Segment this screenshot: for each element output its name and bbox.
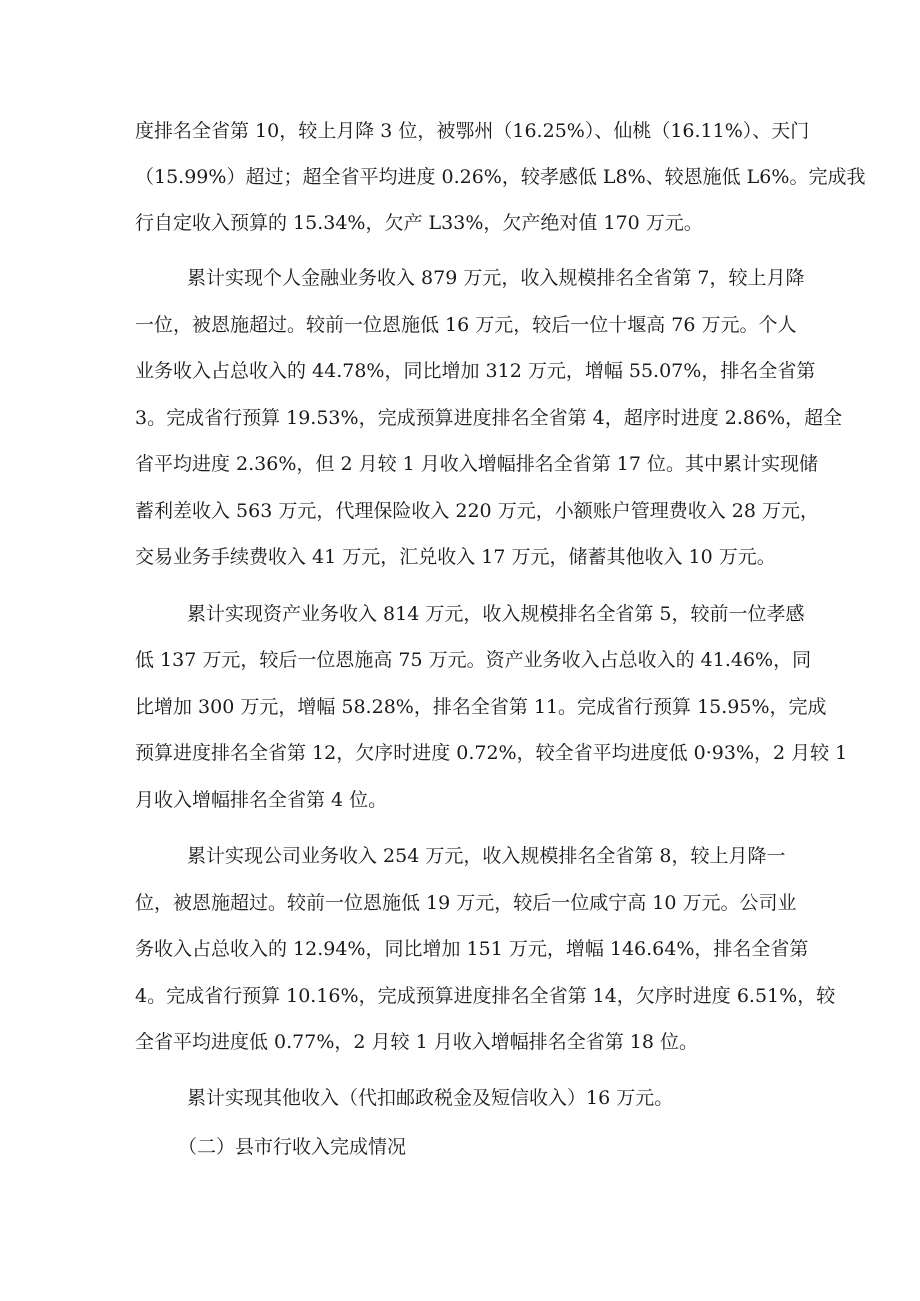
paragraph-2-line-7: 交易业务手续费收入 41 万元，汇兑收入 17 万元，储蓄其他收入 10 万元。 <box>135 546 776 568</box>
paragraph-2-line-5: 省平均进度 2.36%，但 2 月较 1 月收入增幅排名全省第 17 位。其中累计实现储 <box>135 453 818 475</box>
paragraph-3-line-5: 月收入增幅排名全省第 4 位。 <box>135 789 388 811</box>
paragraph-3-line-3: 比增加 300 万元，增幅 58.28%，排名全省第 11。完成省行预算 15.95%，完成 <box>135 696 827 718</box>
paragraph-4-line-2: 位，被恩施超过。较前一位恩施低 19 万元，较后一位咸宁高 10 万元。公司业 <box>135 892 797 914</box>
paragraph-1-line-3: 行自定收入预算的 15.34%，欠产 L33%，欠产绝对值 170 万元。 <box>135 212 703 234</box>
paragraph-4-line-3: 务收入占总收入的 12.94%，同比增加 151 万元，增幅 146.64%，排名全省第 <box>135 938 809 960</box>
paragraph-2-line-4: 3。完成省行预算 19.53%，完成预算进度排名全省第 4，超序时进度 2.86%，超全 <box>135 407 843 429</box>
paragraph-2-line-1: 累计实现个人金融业务收入 879 万元，收入规模排名全省第 7，较上月降 <box>187 267 805 289</box>
paragraph-3-line-4: 预算进度排名全省第 12，欠序时进度 0.72%，较全省平均进度低 0·93%，2 月较 1 <box>135 742 848 764</box>
paragraph-4-line-5: 全省平均进度低 0.77%，2 月较 1 月收入增幅排名全省第 18 位。 <box>135 1031 698 1053</box>
paragraph-3-line-2: 低 137 万元，较后一位恩施高 75 万元。资产业务收入占总收入的 41.46%，同 <box>135 649 812 671</box>
paragraph-4-line-4: 4。完成省行预算 10.16%，完成预算进度排名全省第 14，欠序时进度 6.51%，较 <box>135 985 836 1007</box>
paragraph-2-line-3: 业务收入占总收入的 44.78%，同比增加 312 万元，增幅 55.07%，排名全省第 <box>135 360 816 382</box>
paragraph-4-line-1: 累计实现公司业务收入 254 万元，收入规模排名全省第 8，较上月降一 <box>187 845 786 867</box>
section-heading: （二）县市行收入完成情况 <box>178 1136 407 1158</box>
paragraph-2-line-2: 一位，被恩施超过。较前一位恩施低 16 万元，较后一位十堰高 76 万元。个人 <box>135 314 797 336</box>
paragraph-5-line-1: 累计实现其他收入（代扣邮政税金及短信收入）16 万元。 <box>187 1087 674 1109</box>
paragraph-3-line-1: 累计实现资产业务收入 814 万元，收入规模排名全省第 5，较前一位孝感 <box>187 603 805 625</box>
paragraph-1-line-2: （15.99%）超过；超全省平均进度 0.26%，较孝感低 L8%、较恩施低 L6%。完成我 <box>135 166 866 188</box>
paragraph-1-line-1: 度排名全省第 10，较上月降 3 位，被鄂州（16.25%）、仙桃（16.11%）、天门 <box>135 120 810 142</box>
paragraph-2-line-6: 蓄利差收入 563 万元，代理保险收入 220 万元，小额账户管理费收入 28 万元， <box>135 500 819 522</box>
